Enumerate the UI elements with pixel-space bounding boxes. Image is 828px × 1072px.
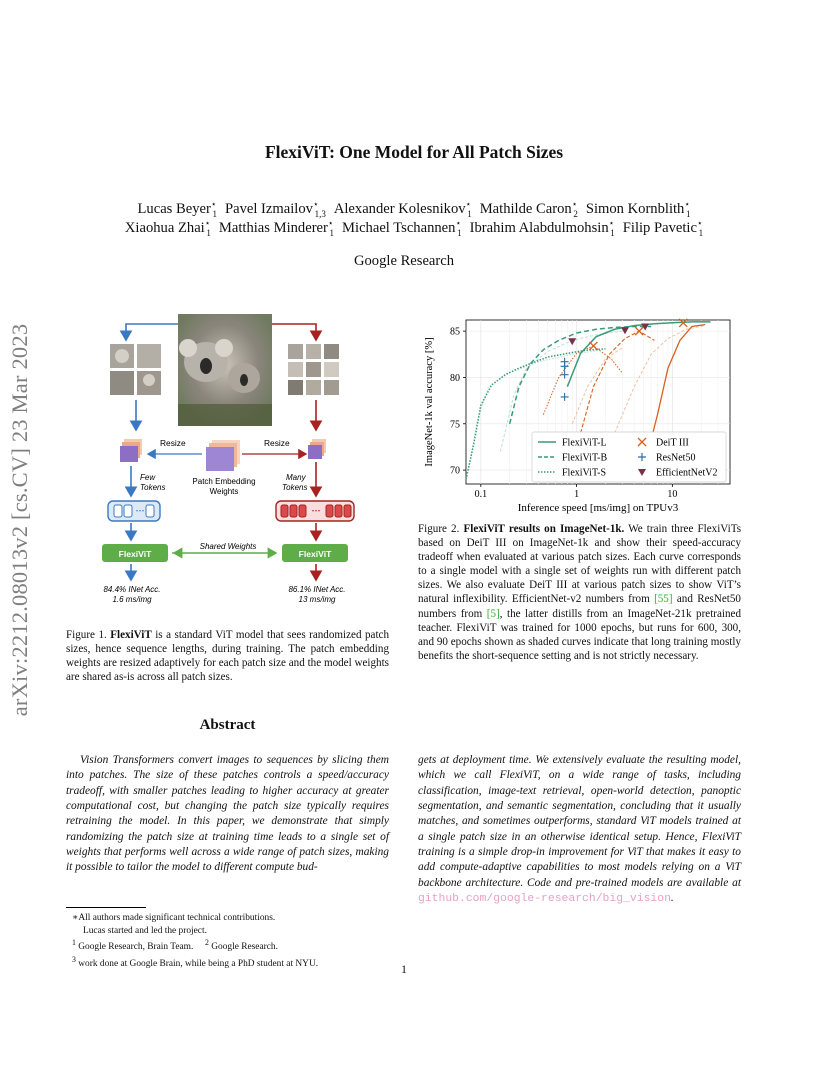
footnote-2: $^1$ Google Research, Brain Team. $^2$ Google Research. [72, 938, 278, 953]
patch-embedding-weights [206, 440, 240, 471]
few-patches-image [110, 344, 161, 395]
author-name: Lucas Beyer⋆$_1$ [137, 199, 217, 219]
abstract-left-column: Vision Transformers convert images to sequences by slicing them into patches. The size of these patches controls a speed/accuracy tradeoff, with smaller patches leading to higher accuracy at greater computational cost, but changing the patch size typically requires retraining the model. In this paper, we demonstrate that simply randomizing the patch size at training time leads to a single set of weights that performs well across a wide range of patch sizes, making it possible to tailor the model to different compute bud- [66, 754, 389, 874]
resize-label-left: Resize [160, 438, 186, 448]
series-line [510, 326, 651, 423]
author-name: Ibrahim Alabdulmohsin⋆$_1$ [469, 218, 615, 238]
figure-2-chart [418, 314, 738, 518]
shared-weights-label: Shared Weights [199, 542, 257, 551]
legend-label: FlexiViT-S [562, 467, 607, 479]
svg-text:Tokens: Tokens [282, 483, 308, 492]
result-left-speed: 1.6 ms/img [112, 595, 152, 604]
x-axis-label: Inference speed [ms/img] on TPUv3 [517, 502, 679, 514]
result-right-acc: 86.1% INet Acc. [288, 585, 346, 594]
shaded-curve [572, 348, 622, 424]
legend-label: DeiT III [656, 437, 689, 449]
resize-label-right: Resize [264, 438, 290, 448]
result-left-acc: 84.4% INet Acc. [103, 585, 161, 594]
result-right-speed: 13 ms/img [298, 595, 336, 604]
y-tick-label: 80 [450, 372, 460, 384]
figure-2-caption: Figure 2. FlexiViT results on ImageNet-1k. We train three FlexiViTs based on DeiT III on ImageNet-1k and show their speed-accuracy tradeoff when evaluated at various patch sizes. Each curve corresponds to a single model with a single set of weights run with different patch sizes. We also evaluate DeiT III at various patch sizes to show ViT’s natural inflexibility. EfficientNet-v2 numbers from [55] and ResNet50 numbers from [5], the latter distills from an ImageNet-21k pretrained teacher. FlexiViT was trained for 1000 epochs, but runs for 600, 300, and 90 epochs shown as shaded curves indicate that long training mostly benefits the short-sequence setting and is not strictly necessary. [418, 523, 742, 662]
legend-label: ResNet50 [656, 452, 696, 464]
svg-text:Tokens: Tokens [140, 483, 166, 492]
citation-55[interactable]: [55] [654, 593, 673, 606]
many-tokens-sequence [276, 501, 354, 521]
effnet-marker [568, 338, 576, 345]
deit-marker [589, 342, 597, 350]
x-tick-label: 1 [574, 489, 580, 500]
legend-label: FlexiViT-B [562, 452, 608, 464]
svg-text:FlexiViT: FlexiViT [118, 549, 152, 559]
svg-text:···: ··· [311, 506, 321, 516]
small-embedding-weights [120, 439, 142, 462]
paper-title: FlexiViT: One Model for All Patch Sizes [264, 142, 564, 162]
x-tick-label: 10 [667, 489, 678, 500]
author-name: Michael Tschannen⋆$_1$ [342, 218, 462, 238]
patch-embedding-label: Patch Embedding [192, 477, 256, 486]
shaded-curve [615, 326, 705, 433]
author-name: Matthias Minderer⋆$_1$ [218, 218, 335, 238]
svg-text:Weights: Weights [209, 487, 239, 496]
y-tick-label: 75 [450, 419, 460, 431]
figure-1-caption: Figure 1. FlexiViT is a standard ViT model that sees randomized patch sizes, hence sequence lengths, during training. The patch embedding weights are resized adaptively for each patch size and the model weights are shared as-is across all patch sizes. [66, 629, 389, 684]
large-embedding-weights [308, 439, 326, 459]
many-patches-image [288, 344, 339, 395]
abstract-right-column: gets at deployment time. We extensively evaluate the resulting model, which we call FlexiViT, on a wide range of tasks, including classification, image-text retrieval, open-world detection, panoptic segmentation, and semantic segmentation, concluding that it usually matches, and sometimes outperforms, standard ViT models trained at a single patch size in an otherwise identical setup. Hence, FlexiViT training is a simple drop-in improvement for ViT that makes it easy to add compute-adaptive capabilities to most models relying on a ViT backbone architecture. Code and pre-trained models are available at github.com/google-research/big_vision. [418, 754, 741, 906]
footnote-3: $^3$ work done at Google Brain, while being a PhD student at NYU. [72, 954, 319, 970]
page-number: 1 [401, 962, 407, 976]
footnotes: ∗All authors made significant technical contributions. Lucas started and led the project. $^1$ Google Research, Brain Team. $^2$ Google Research. $^3$ work done at Google Brain, while being a PhD student at NYU. [72, 912, 392, 971]
author-name: Mathilde Caron⋆$_2$ [479, 199, 578, 219]
few-tokens-sequence [108, 501, 160, 521]
authors-line-2 [40, 214, 788, 243]
citation-5[interactable]: [5] [486, 607, 500, 620]
svg-text:FlexiViT: FlexiViT [298, 549, 332, 559]
affiliation: Google Research [353, 253, 455, 269]
x-tick-label: 0.1 [474, 489, 488, 500]
footnote-rule [66, 907, 146, 908]
y-tick-label: 70 [450, 465, 460, 477]
author-name: Filip Pavetic⋆$_1$ [622, 218, 704, 238]
author-name: Alexander Kolesnikov⋆$_1$ [333, 199, 472, 219]
few-tokens-label: Few [140, 473, 156, 482]
y-tick-label: 85 [450, 326, 460, 338]
legend-label: EfficientNetV2 [656, 467, 718, 479]
legend-label: FlexiViT-L [562, 437, 607, 449]
koala-photo [178, 314, 272, 426]
y-axis-label: ImageNet-1k val accuracy [%] [424, 337, 435, 467]
code-link[interactable]: github.com/google-research/big_vision [418, 893, 671, 906]
author-name: Xiaohua Zhai⋆$_1$ [124, 218, 211, 238]
author-name: Pavel Izmailov⋆$_{1,3}$ [224, 199, 326, 219]
abstract-heading: Abstract [199, 717, 256, 733]
author-name: Simon Kornblith⋆$_1$ [585, 199, 691, 219]
svg-text:···: ··· [135, 506, 145, 516]
footnote-1: ∗All authors made significant technical contributions. [72, 913, 276, 923]
figure-1-diagram [66, 308, 396, 608]
many-tokens-label: Many [286, 473, 306, 482]
